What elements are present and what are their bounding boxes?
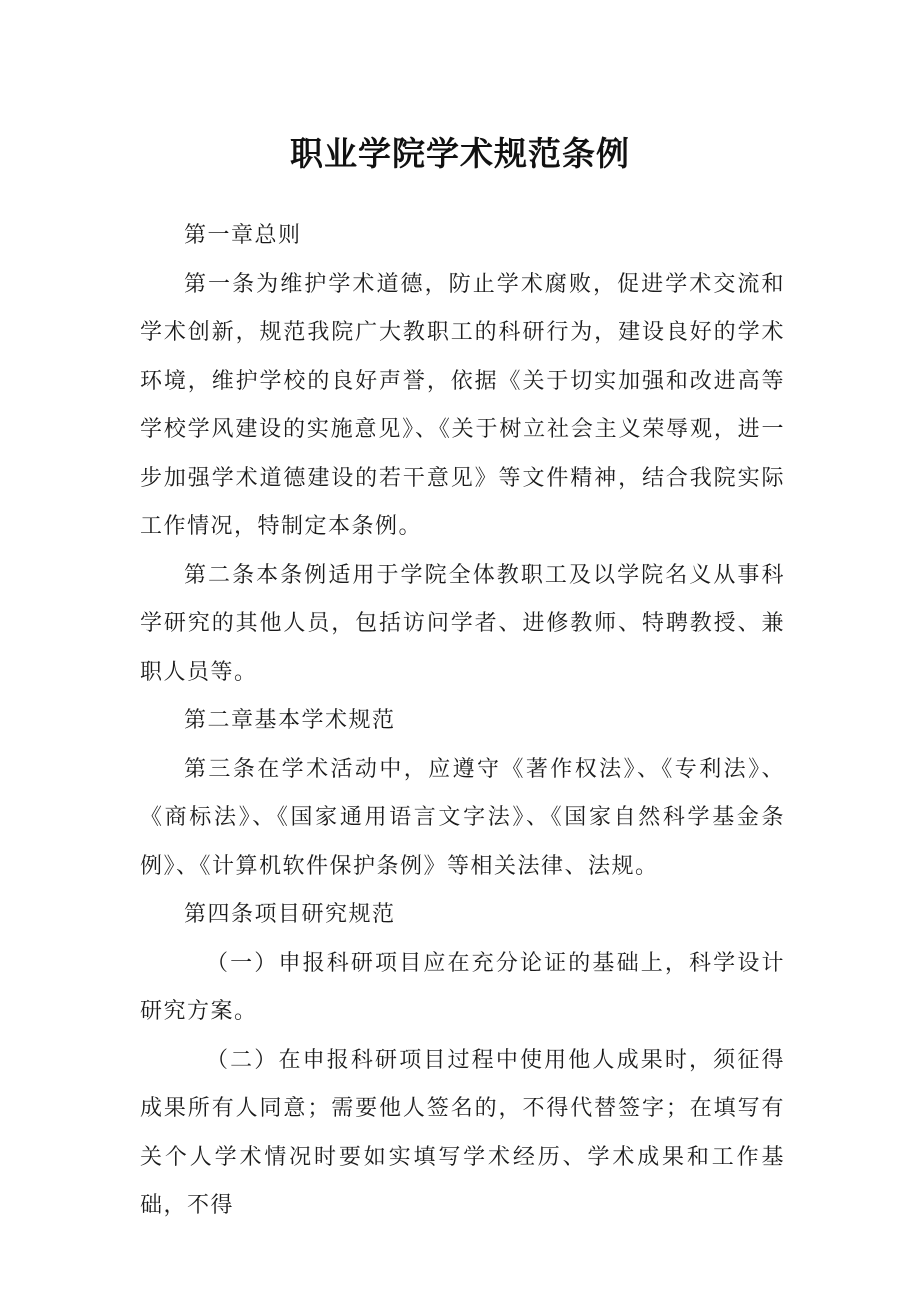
article-paragraph: 第三条在学术活动中，应遵守《著作权法》、《专利法》、《商标法》、《国家通用语言文字法》、《国家自然科学基金条例》、《计算机软件保护条例》等相关法律、法规。 <box>140 756 785 879</box>
document-title: 职业学院学术规范条例 <box>290 134 630 173</box>
article-paragraph: 第一条为维护学术道德，防止学术腐败，促进学术交流和学术创新，规范我院广大教职工的科研行为，建设良好的学术环境，维护学校的良好声誉，依据《关于切实加强和改进高等学校学风建设的实施意见》、《关于树立社会主义荣辱观，进一步加强学术道德建设的若干意见》等文件精神，结合我院实际工作情况，特制定本条例。 <box>140 271 785 539</box>
chapter-heading: 第一章总则 <box>184 223 302 248</box>
list-item: （一）申报科研项目应在充分论证的基础上，科学设计研究方案。 <box>140 950 785 1024</box>
document-body <box>140 212 785 1231</box>
article-paragraph: 第二条本条例适用于学院全体教职工及以学院名义从事科学研究的其他人员，包括访问学者、进修教师、特聘教授、兼职人员等。 <box>140 562 785 685</box>
chapter-heading: 第二章基本学术规范 <box>184 708 396 733</box>
article-heading: 第四条项目研究规范 <box>184 902 396 927</box>
list-item: （二）在申报科研项目过程中使用他人成果时，须征得成果所有人同意；需要他人签名的，不得代替签字；在填写有关个人学术情况时要如实填写学术经历、学术成果和工作基础，不得 <box>140 1047 785 1218</box>
